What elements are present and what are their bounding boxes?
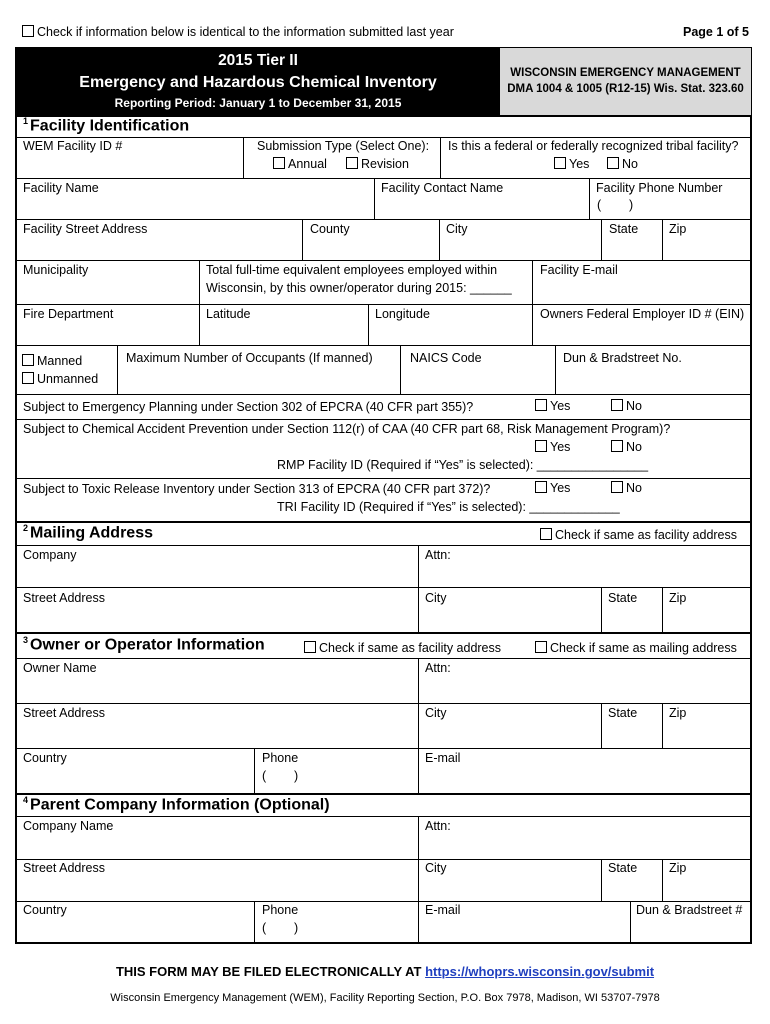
mailing-street-field[interactable]: Street Address <box>23 591 105 605</box>
owner-phone-area: ( ) <box>262 769 299 783</box>
checkbox[interactable] <box>535 641 547 653</box>
divider <box>16 901 752 902</box>
divider <box>440 137 441 178</box>
checkbox[interactable] <box>22 25 34 37</box>
divider <box>418 748 419 793</box>
owner-same-as-mailing[interactable]: Check if same as mailing address <box>535 641 737 656</box>
divider <box>16 859 752 860</box>
section-2-heading: $^2$ Mailing Address <box>23 523 153 542</box>
checkbox[interactable] <box>346 157 358 169</box>
duns-field[interactable]: Dun & Bradstreet No. <box>563 351 682 365</box>
divider <box>254 748 255 793</box>
parent-phone-field[interactable]: Phone <box>262 903 299 917</box>
owner-country-field[interactable]: Country <box>23 751 67 765</box>
divider <box>418 816 419 859</box>
divider <box>418 545 419 587</box>
owner-phone-field[interactable]: Phone <box>262 751 299 765</box>
divider <box>16 137 752 138</box>
divider <box>601 587 602 632</box>
divider <box>243 137 244 178</box>
mailing-city-field[interactable]: City <box>425 591 447 605</box>
submit-link[interactable]: https://whoprs.wisconsin.gov/submit <box>425 964 655 979</box>
tri-313-no[interactable]: No <box>611 481 642 496</box>
mailing-company-field[interactable]: Company <box>23 548 77 562</box>
divider <box>16 219 752 220</box>
submission-type-label: Submission Type (Select One): <box>257 139 430 153</box>
epcra-302-no[interactable]: No <box>611 399 642 414</box>
checkbox[interactable] <box>304 641 316 653</box>
epcra-302-yes[interactable]: Yes <box>535 399 570 414</box>
owner-same-as-facility[interactable]: Check if same as facility address <box>304 641 501 656</box>
divider <box>662 703 663 748</box>
section-3-heading: $^3$ Owner or Operator Information <box>23 635 265 654</box>
max-occupants-field[interactable]: Maximum Number of Occupants (If manned) <box>126 351 373 365</box>
state-field[interactable]: State <box>609 222 639 236</box>
divider <box>439 219 440 260</box>
checkbox[interactable] <box>535 440 547 452</box>
checkbox[interactable] <box>273 157 285 169</box>
fte-label-1: Total full-time equivalent employees employed within <box>206 263 498 277</box>
tri-facility-id-field[interactable]: TRI Facility ID (Required if “Yes” is selected): _____________ <box>277 500 620 514</box>
parent-city-field[interactable]: City <box>425 861 447 875</box>
agency-name: WISCONSIN EMERGENCY MANAGEMENT <box>510 67 741 79</box>
caa-112r-no[interactable]: No <box>611 440 642 455</box>
divider <box>601 859 602 901</box>
checkbox[interactable] <box>611 440 623 452</box>
checkbox[interactable] <box>535 399 547 411</box>
divider <box>16 703 752 704</box>
facility-contact-name-field[interactable]: Facility Contact Name <box>381 181 504 195</box>
ein-field[interactable]: Owners Federal Employer ID # (EIN) <box>540 307 745 321</box>
longitude-field[interactable]: Longitude <box>375 307 430 321</box>
divider <box>16 419 752 420</box>
checkbox[interactable] <box>554 157 566 169</box>
parent-zip-field[interactable]: Zip <box>669 861 687 875</box>
fire-department-field[interactable]: Fire Department <box>23 307 114 321</box>
owner-state-field[interactable]: State <box>608 706 638 720</box>
statute: DMA 1004 & 1005 (R12-15) Wis. Stat. 323.60 <box>507 83 744 95</box>
caa-112r-question: Subject to Chemical Accident Prevention under Section 112(r) of CAA (40 CFR part 68, Risk Management Program)? <box>23 422 671 436</box>
rmp-facility-id-field[interactable]: RMP Facility ID (Required if “Yes” is selected): ________________ <box>277 458 649 472</box>
owner-city-field[interactable]: City <box>425 706 447 720</box>
parent-attn-field[interactable]: Attn: <box>425 819 451 833</box>
parent-company-name-field[interactable]: Company Name <box>23 819 114 833</box>
divider <box>16 658 752 659</box>
owner-street-field[interactable]: Street Address <box>23 706 105 720</box>
checkbox[interactable] <box>540 528 552 540</box>
divider <box>16 748 752 749</box>
mailing-state-field[interactable]: State <box>608 591 638 605</box>
unmanned-option[interactable]: Unmanned <box>22 372 98 387</box>
checkbox[interactable] <box>535 481 547 493</box>
owner-zip-field[interactable]: Zip <box>669 706 687 720</box>
facility-street-field[interactable]: Facility Street Address <box>23 222 148 236</box>
mailing-zip-field[interactable]: Zip <box>669 591 687 605</box>
divider <box>16 345 752 346</box>
divider <box>532 260 533 345</box>
tribal-no[interactable]: No <box>607 157 638 172</box>
title-year: 2015 Tier II <box>218 52 298 69</box>
section-1-heading: $^1$ Facility Identification <box>23 116 190 135</box>
checkbox[interactable] <box>611 399 623 411</box>
checkbox[interactable] <box>22 372 34 384</box>
section-4-heading: $^4$ Parent Company Information (Optional) <box>23 795 330 814</box>
divider <box>589 178 590 219</box>
parent-state-field[interactable]: State <box>608 861 638 875</box>
tribal-yes[interactable]: Yes <box>554 157 589 172</box>
identical-check[interactable]: Check if information below is identical to the information submitted last year <box>22 25 454 40</box>
divider <box>16 632 752 634</box>
checkbox[interactable] <box>22 354 34 366</box>
mailing-attn-field[interactable]: Attn: <box>425 548 451 562</box>
city-field[interactable]: City <box>446 222 468 236</box>
tri-313-question: Subject to Toxic Release Inventory under Section 313 of EPCRA (40 CFR part 372)? <box>23 482 491 496</box>
divider <box>418 658 419 703</box>
owner-name-field[interactable]: Owner Name <box>23 661 97 675</box>
parent-street-field[interactable]: Street Address <box>23 861 105 875</box>
divider <box>662 859 663 901</box>
parent-country-field[interactable]: Country <box>23 903 67 917</box>
divider <box>368 304 369 345</box>
divider <box>418 901 419 944</box>
divider <box>16 545 752 546</box>
divider <box>418 703 419 748</box>
revision-option[interactable]: Revision <box>346 157 409 172</box>
divider <box>199 304 200 345</box>
divider <box>630 901 631 944</box>
tri-313-yes[interactable]: Yes <box>535 481 570 496</box>
divider <box>16 260 752 261</box>
electronic-filing-note: THIS FORM MAY BE FILED ELECTRONICALLY AT https://whoprs.wisconsin.gov/submit <box>115 964 655 979</box>
caa-112r-yes[interactable]: Yes <box>535 440 570 455</box>
epcra-302-question: Subject to Emergency Planning under Section 302 of EPCRA (40 CFR part 355)? <box>23 400 474 414</box>
reporting-period: Reporting Period: January 1 to December 31, 2015 <box>114 96 402 110</box>
title-form: Emergency and Hazardous Chemical Inventory <box>79 74 437 91</box>
divider <box>117 345 118 394</box>
divider <box>601 219 602 260</box>
wem-facility-id-field[interactable]: WEM Facility ID # <box>23 139 123 153</box>
divider <box>601 703 602 748</box>
tribal-question: Is this a federal or federally recognized tribal facility? <box>448 139 739 153</box>
facility-email-field[interactable]: Facility E-mail <box>540 263 618 277</box>
manned-option[interactable]: Manned <box>22 354 82 369</box>
header-banner <box>16 48 500 115</box>
parent-phone-area: ( ) <box>262 921 299 935</box>
latitude-field[interactable]: Latitude <box>206 307 251 321</box>
facility-phone-field[interactable]: Facility Phone Number <box>596 181 723 195</box>
owner-attn-field[interactable]: Attn: <box>425 661 451 675</box>
zip-field[interactable]: Zip <box>669 222 687 236</box>
phone-area-code: ( ) <box>597 198 634 212</box>
divider <box>418 587 419 632</box>
agency-box <box>500 48 751 115</box>
divider <box>662 587 663 632</box>
divider <box>16 816 752 817</box>
divider <box>16 478 752 479</box>
footer-address: Wisconsin Emergency Management (WEM), Facility Reporting Section, P.O. Box 7978, Madison, WI 53707-7978 <box>110 992 660 1004</box>
divider <box>16 178 752 179</box>
checkbox[interactable] <box>607 157 619 169</box>
divider <box>302 219 303 260</box>
divider <box>374 178 375 219</box>
divider <box>16 394 752 395</box>
county-field[interactable]: County <box>310 222 350 236</box>
parent-email-field[interactable]: E-mail <box>425 903 461 917</box>
mailing-same-as-facility[interactable]: Check if same as facility address <box>540 528 737 543</box>
divider <box>418 859 419 901</box>
divider <box>662 219 663 260</box>
owner-email-field[interactable]: E-mail <box>425 751 461 765</box>
naics-field[interactable]: NAICS Code <box>410 351 482 365</box>
municipality-field[interactable]: Municipality <box>23 263 89 277</box>
divider <box>555 345 556 394</box>
divider <box>400 345 401 394</box>
fte-field[interactable]: Wisconsin, by this owner/operator during 2015: ______ <box>206 281 512 295</box>
facility-name-field[interactable]: Facility Name <box>23 181 99 195</box>
checkbox[interactable] <box>611 481 623 493</box>
divider <box>16 304 752 305</box>
parent-duns-field[interactable]: Dun & Bradstreet # <box>636 903 743 917</box>
divider <box>16 587 752 588</box>
divider <box>254 901 255 944</box>
annual-option[interactable]: Annual <box>273 157 327 172</box>
page-number: Page 1 of 5 <box>683 25 749 39</box>
divider <box>199 260 200 304</box>
